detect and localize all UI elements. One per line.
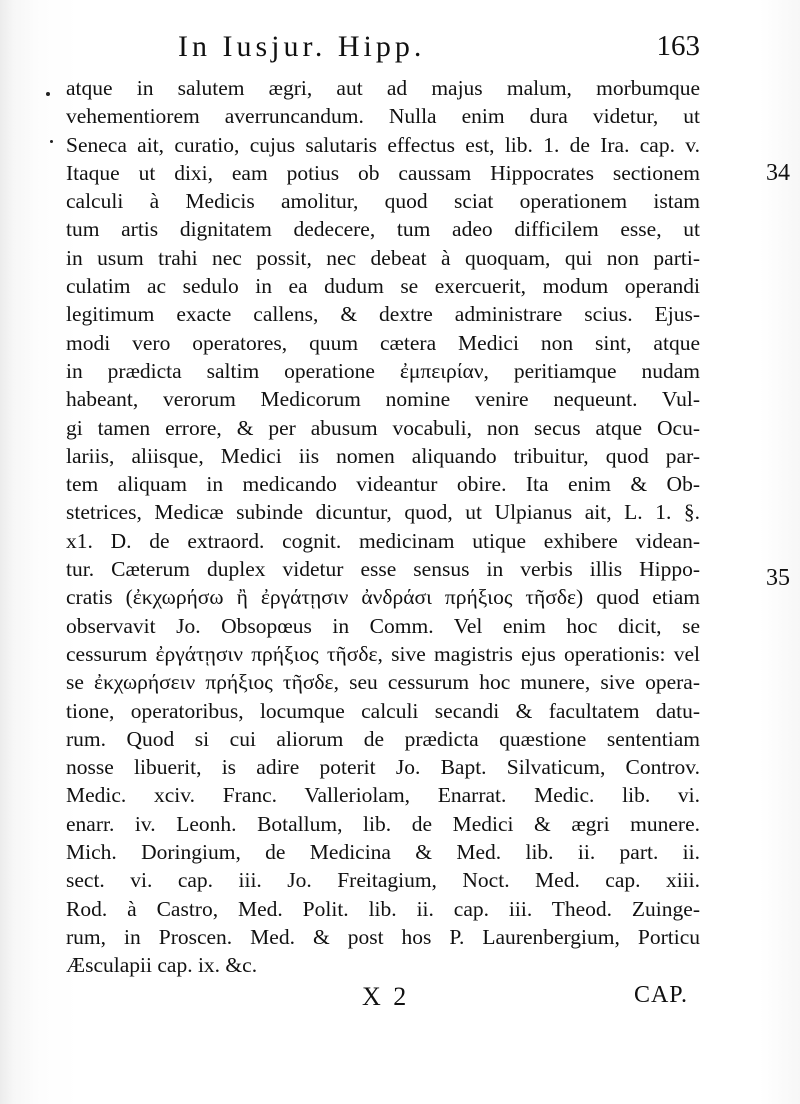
text-line: observavit Jo. Obsopœus in Comm. Vel enim hoc dicit, se [66, 613, 700, 638]
text-line: Medic. xciv. Franc. Valleriolam, Enarrat. Medic. lib. vi. [66, 783, 700, 808]
text-line: stetrices, Medicæ subinde dicuntur, quod, ut Ulpianus ait, L. 1. §. [66, 500, 700, 525]
text-line: habeant, verorum Medicorum nomine venire nequeunt. Vul- [66, 387, 700, 412]
text-line: in prædicta saltim operatione ἐμπειρίαν, peritiamque nudam [66, 358, 700, 383]
text-line: Rod. à Castro, Med. Polit. lib. ii. cap. iii. Theod. Zuinge- [66, 896, 700, 921]
page-footer [0, 982, 800, 1016]
catchword: CAP. [633, 982, 688, 1008]
body-text [66, 74, 700, 980]
text-line: culatim ac sedulo in ea dudum se exercuerit, modum operandi [66, 274, 700, 299]
text-line: Mich. Doringium, de Medicina & Med. lib. ii. part. ii. [66, 840, 700, 865]
text-line: tione, operatoribus, locumque calculi secandi & facultatem datu- [66, 698, 700, 723]
text-line: lariis, aliisque, Medici iis nomen aliquando tribuitur, quod par- [66, 443, 700, 468]
margin-note-34: 34 [766, 160, 790, 186]
text-line: atque in salutem ægri, aut ad majus malum, morbumque [66, 76, 700, 100]
text-line: tum artis dignitatem dedecere, tum adeo difficilem esse, ut [66, 217, 700, 242]
text-line: tem aliquam in medicando videantur obire. Ita enim & Ob- [66, 472, 700, 497]
text-line: Æsculapii cap. ix. &c. [66, 953, 258, 978]
ink-speck [46, 92, 50, 96]
text-line: rum, in Proscen. Med. & post hos P. Laurenbergium, Porticu [66, 924, 700, 949]
margin-note-35: 35 [766, 565, 790, 591]
text-line: gi tamen errore, & per abusum vocabuli, non secus atque Ocu- [66, 415, 700, 440]
page-number: 163 [656, 30, 700, 62]
text-line: cessurum ἐργάτῃσιν πρήξιος τῆσδε, sive magistris ejus operationis: vel [66, 641, 700, 666]
text-line: in usum trahi nec possit, nec debeat à quoquam, qui non parti- [66, 245, 700, 270]
text-line: nosse libuerit, is adire poterit Jo. Bapt. Silvaticum, Controv. [66, 755, 700, 780]
text-line: modi vero operatores, quum cætera Medici non sint, atque [66, 330, 700, 355]
text-line: tur. Cæterum duplex videtur esse sensus in verbis illis Hippo- [66, 557, 700, 582]
text-line: Seneca ait, curatio, cujus salutaris effectus est, lib. 1. de Ira. cap. v. [66, 132, 700, 157]
text-line: rum. Quod si cui aliorum de prædicta quæstione sententiam [66, 726, 700, 751]
page-header [150, 30, 700, 66]
text-line: cratis (ἐκχωρήσω ἢ ἐργάτῃσιν ἀνδράσι πρήξιος τῆσδε) quod etiam [66, 585, 700, 610]
text-line: se ἐκχωρήσειν πρήξιος τῆσδε, seu cessurum hoc munere, sive opera- [66, 670, 700, 695]
text-line: calculi à Medicis amolitur, quod sciat operationem istam [66, 189, 700, 214]
signature-mark: X 2 [362, 982, 410, 1011]
text-line: enarr. iv. Leonh. Botallum, lib. de Medici & ægri munere. [66, 811, 700, 836]
text-line: vehementiorem averruncandum. Nulla enim dura videtur, ut [66, 104, 700, 129]
text-line: sect. vi. cap. iii. Jo. Freitagium, Noct. Med. cap. xiii. [66, 868, 700, 893]
text-line: x1. D. de extraord. cognit. medicinam utique exhibere videan- [66, 528, 700, 553]
running-head: In Iusjur. Hipp. [178, 30, 426, 63]
ink-speck [50, 140, 53, 143]
text-line: legitimum exacte callens, & dextre administrare scius. Ejus- [66, 302, 700, 327]
text-line: Itaque ut dixi, eam potius ob caussam Hippocrates sectionem [66, 160, 700, 185]
